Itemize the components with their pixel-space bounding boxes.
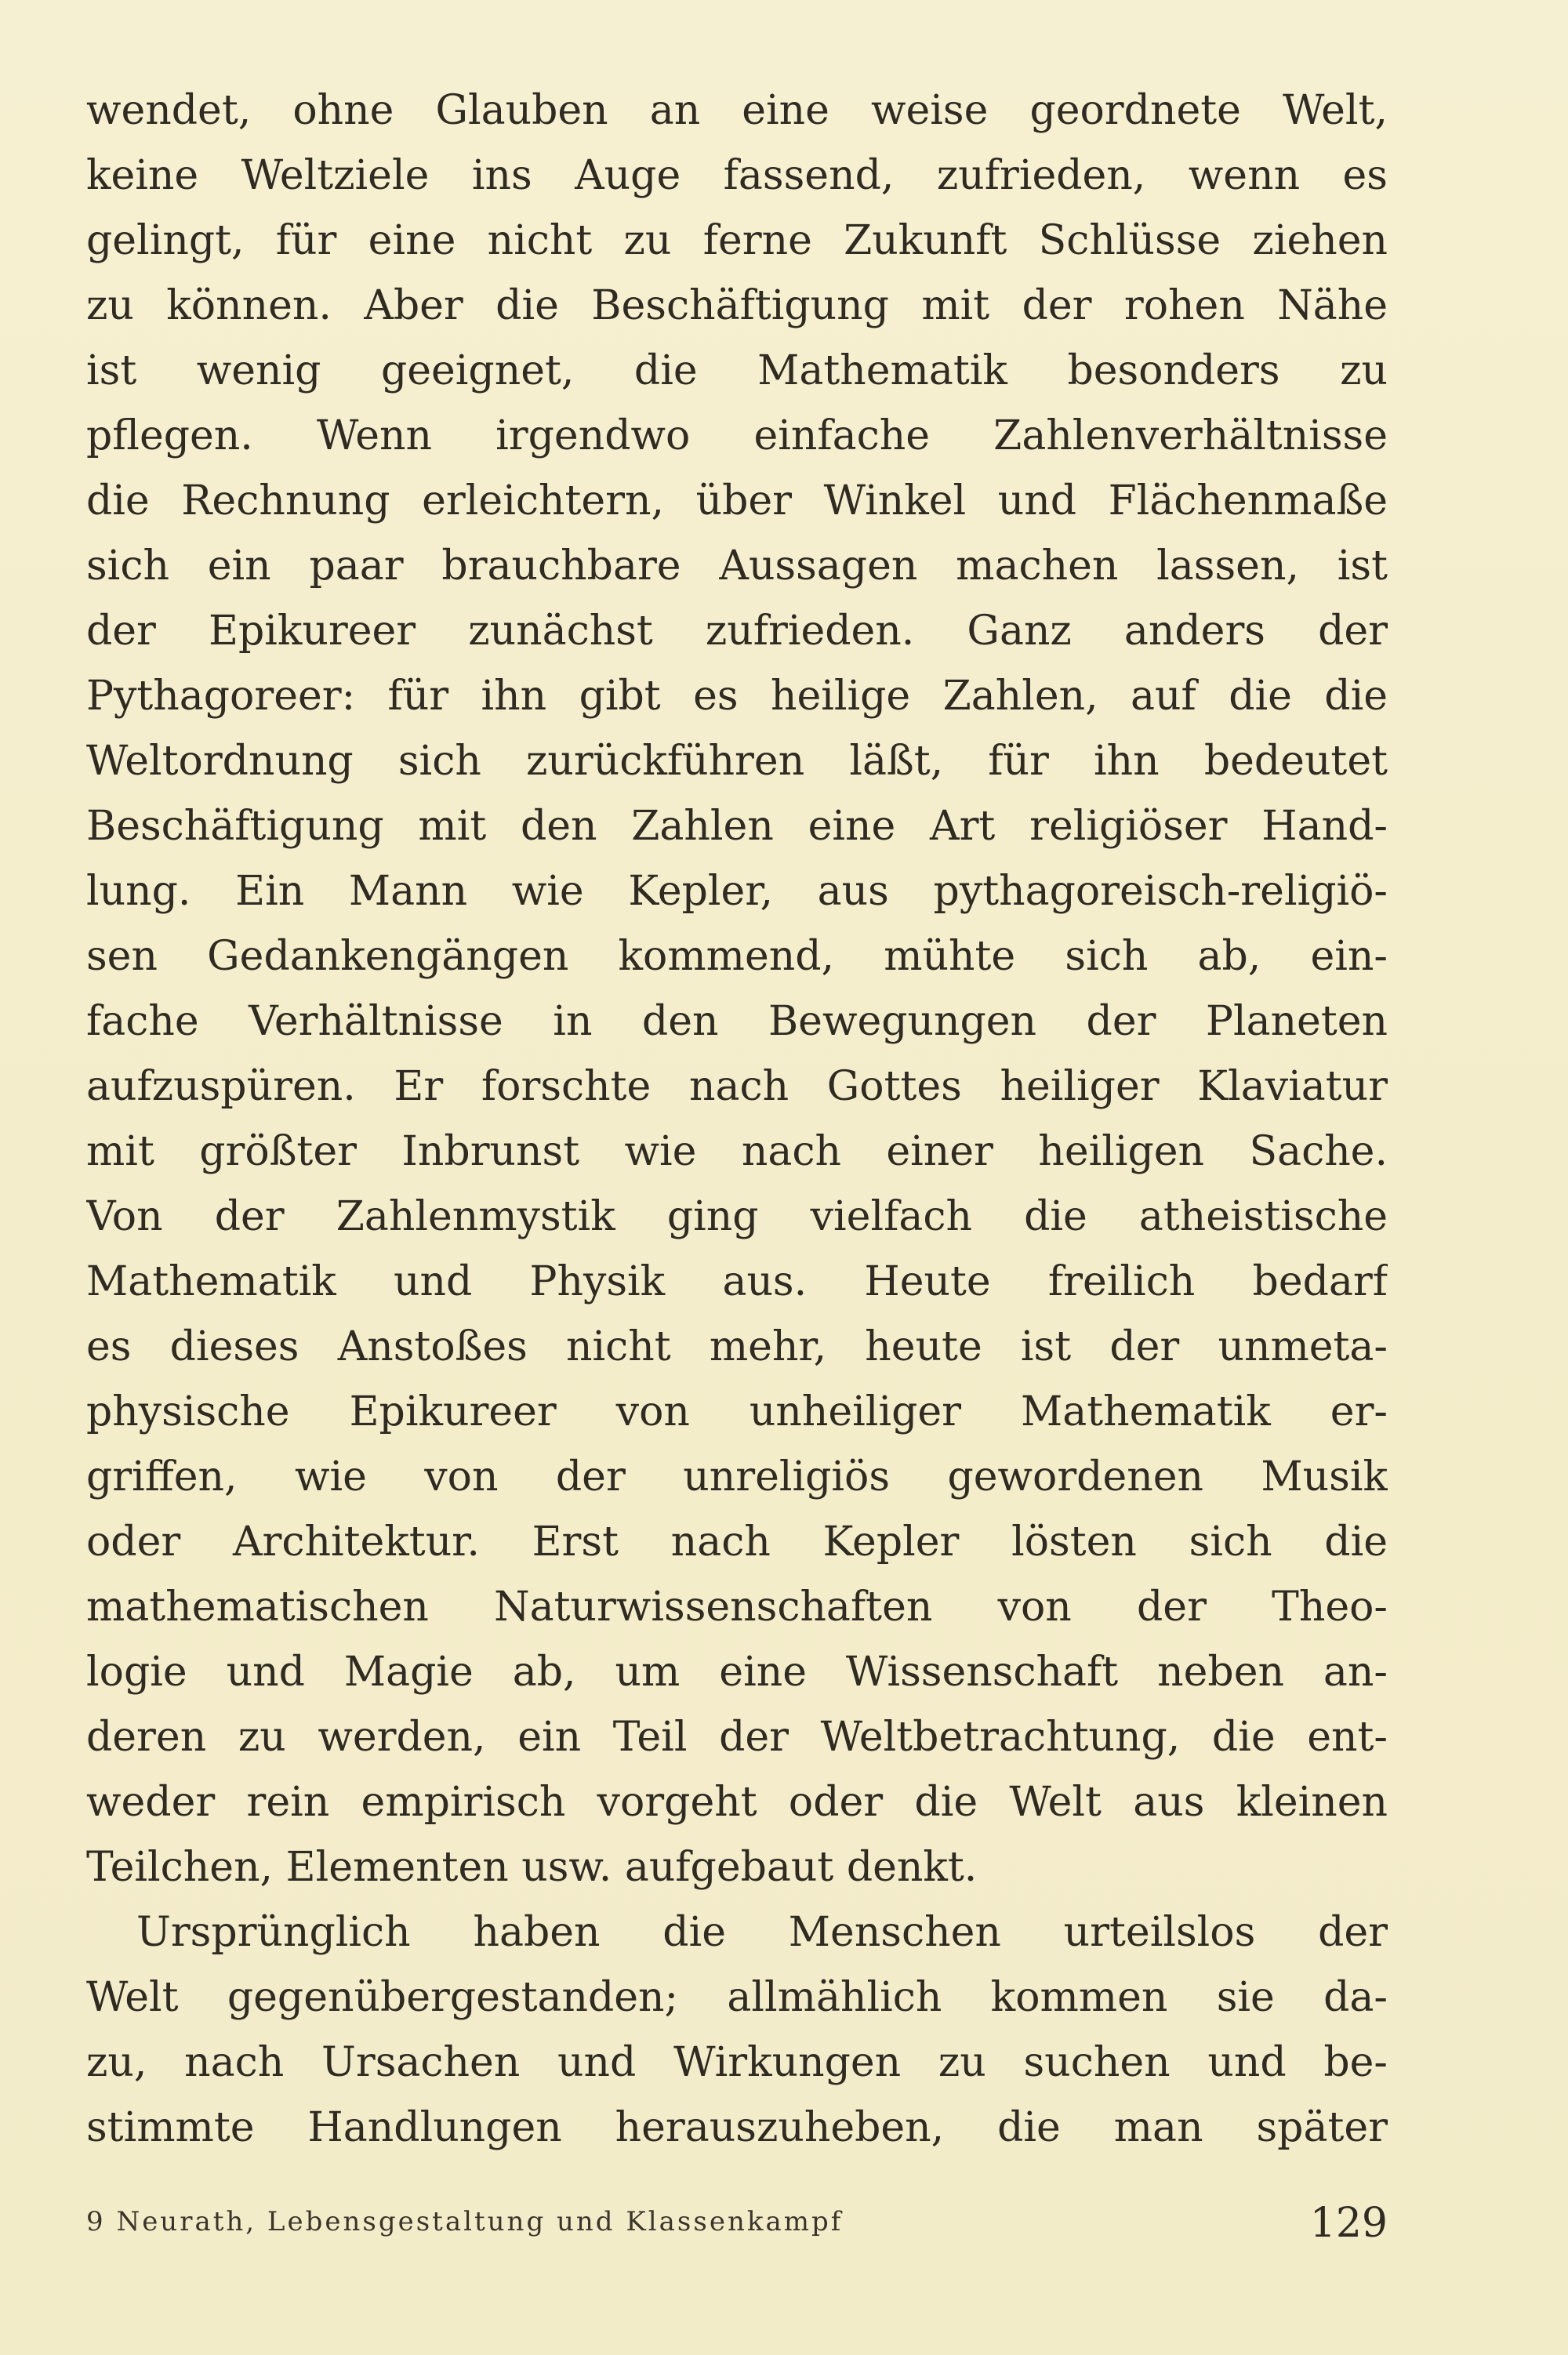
text-line: Mathematik und Physik aus. Heute freilich bedarf [86, 1258, 1388, 1305]
text-line: Pythagoreer: für ihn gibt es heilige Zahlen, auf die die [86, 673, 1388, 720]
text-line: Beschäftigung mit den Zahlen eine Art religiöser Hand- [86, 803, 1388, 850]
paragraph-start-line: Ursprünglich haben die Menschen urteilslos der [136, 1909, 1388, 1956]
text-line: fache Verhältnisse in den Bewegungen der Planeten [86, 998, 1388, 1045]
text-line: ist wenig geeignet, die Mathematik besonders zu [86, 347, 1388, 394]
text-line: die Rechnung erleichtern, über Winkel und Flächenmaße [86, 477, 1388, 524]
text-line: lung. Ein Mann wie Kepler, aus pythagoreisch-religiö- [86, 868, 1388, 915]
text-line: Von der Zahlenmystik ging vielfach die atheistische [86, 1193, 1388, 1240]
page-footer [86, 2186, 1388, 2256]
text-line: weder rein empirisch vorgeht oder die Welt aus kleinen [86, 1779, 1388, 1826]
text-line: pflegen. Wenn irgendwo einfache Zahlenverhältnisse [86, 412, 1388, 459]
text-line: keine Weltziele ins Auge fassend, zufrieden, wenn es [86, 152, 1388, 199]
text-line: oder Architektur. Erst nach Kepler lösten sich die [86, 1519, 1388, 1566]
text-line: griffen, wie von der unreligiös gewordenen Musik [86, 1453, 1388, 1500]
text-line: zu können. Aber die Beschäftigung mit der rohen Nähe [86, 282, 1388, 329]
text-line: deren zu werden, ein Teil der Weltbetrachtung, die ent- [86, 1714, 1388, 1761]
text-line: logie und Magie ab, um eine Wissenschaft neben an- [86, 1649, 1388, 1696]
text-line: physische Epikureer von unheiliger Mathematik er- [86, 1388, 1388, 1435]
text-line: der Epikureer zunächst zufrieden. Ganz anders der [86, 608, 1388, 655]
text-line: es dieses Anstoßes nicht mehr, heute ist der unmeta- [86, 1323, 1388, 1370]
text-line: Welt gegenübergestanden; allmählich kommen sie da- [86, 1974, 1388, 2021]
signature-mark: 9 Neurath, Lebensgestaltung und Klassenkampf [86, 2206, 844, 2237]
text-line: mit größter Inbrunst wie nach einer heiligen Sache. [86, 1128, 1388, 1175]
text-line: stimmte Handlungen herauszuheben, die man später [86, 2104, 1388, 2151]
paragraph-end-line: Teilchen, Elementen usw. aufgebaut denkt. [86, 1844, 978, 1891]
text-line: sen Gedankengängen kommend, mühte sich ab, ein- [86, 933, 1388, 980]
text-line: mathematischen Naturwissenschaften von der Theo- [86, 1584, 1388, 1631]
text-line: wendet, ohne Glauben an eine weise geordnete Welt, [86, 87, 1388, 134]
page-number: 129 [1309, 2200, 1388, 2247]
text-line: zu, nach Ursachen und Wirkungen zu suchen und be- [86, 2039, 1388, 2086]
text-line: aufzuspüren. Er forschte nach Gottes heiliger Klaviatur [86, 1063, 1388, 1110]
text-line: sich ein paar brauchbare Aussagen machen lassen, ist [86, 542, 1388, 590]
text-line: Weltordnung sich zurückführen läßt, für ihn bedeutet [86, 738, 1388, 785]
text-line: gelingt, für eine nicht zu ferne Zukunft Schlüsse ziehen [86, 217, 1388, 264]
